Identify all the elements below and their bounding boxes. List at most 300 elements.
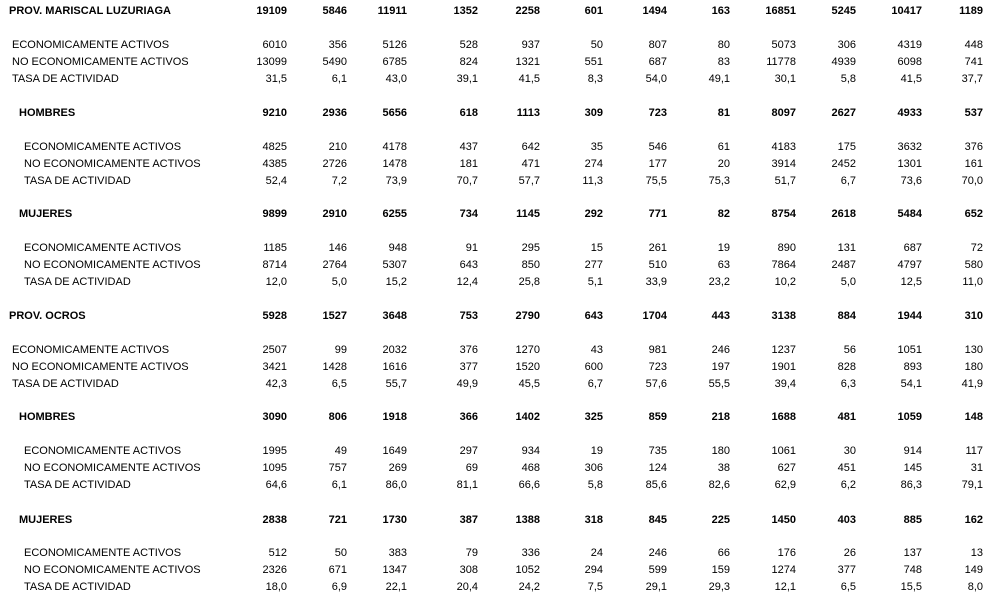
value-cell: 6,1	[331, 73, 347, 85]
row-label: PROV. MARISCAL LUZURIAGA	[9, 5, 171, 17]
value-cell: 383	[388, 547, 407, 559]
value-cell: 6,5	[840, 581, 856, 593]
value-cell: 63	[717, 259, 730, 271]
value-cell: 643	[584, 310, 603, 322]
value-cell: 8,0	[967, 581, 983, 593]
value-cell: 55,7	[385, 378, 407, 390]
value-cell: 5928	[262, 310, 287, 322]
value-cell: 146	[328, 242, 347, 254]
value-cell: 70,7	[456, 175, 478, 187]
value-cell: 2936	[322, 107, 347, 119]
value-cell: 512	[268, 547, 287, 559]
row-label: TASA DE ACTIVIDAD	[24, 276, 131, 288]
value-cell: 859	[648, 411, 667, 423]
value-cell: 197	[711, 361, 730, 373]
row-label: MUJERES	[19, 514, 73, 526]
value-cell: 225	[711, 514, 730, 526]
value-cell: 537	[964, 107, 983, 119]
value-cell: 7,2	[331, 175, 347, 187]
value-cell: 43	[590, 344, 603, 356]
value-cell: 6,7	[587, 378, 603, 390]
value-cell: 1095	[262, 462, 287, 474]
value-cell: 79	[465, 547, 478, 559]
value-cell: 297	[459, 445, 478, 457]
value-cell: 73,6	[900, 175, 922, 187]
data-row	[0, 563, 987, 577]
value-cell: 5484	[897, 208, 922, 220]
value-cell: 1730	[382, 514, 407, 526]
value-cell: 148	[964, 411, 983, 423]
row-label: TASA DE ACTIVIDAD	[24, 175, 131, 187]
value-cell: 2618	[831, 208, 856, 220]
value-cell: 2487	[831, 259, 856, 271]
value-cell: 274	[584, 158, 603, 170]
value-cell: 601	[584, 5, 603, 17]
value-cell: 4933	[897, 107, 922, 119]
data-row	[0, 444, 987, 458]
value-cell: 130	[964, 344, 983, 356]
value-cell: 2790	[515, 310, 540, 322]
value-cell: 54,1	[900, 378, 922, 390]
value-cell: 295	[521, 242, 540, 254]
value-cell: 4183	[771, 141, 796, 153]
value-cell: 6,5	[331, 378, 347, 390]
value-cell: 981	[648, 344, 667, 356]
value-cell: 310	[964, 310, 983, 322]
value-cell: 528	[459, 39, 478, 51]
data-row	[0, 55, 987, 69]
value-cell: 2838	[262, 514, 287, 526]
row-label: TASA DE ACTIVIDAD	[12, 378, 119, 390]
value-cell: 22,1	[385, 581, 407, 593]
value-cell: 19	[590, 445, 603, 457]
value-cell: 403	[837, 514, 856, 526]
value-cell: 3138	[771, 310, 796, 322]
value-cell: 1113	[516, 107, 540, 119]
value-cell: 437	[459, 141, 478, 153]
row-label: NO ECONOMICAMENTE ACTIVOS	[24, 259, 201, 271]
value-cell: 1189	[959, 5, 983, 17]
value-cell: 82,6	[708, 479, 730, 491]
value-cell: 8754	[771, 208, 796, 220]
value-cell: 4178	[382, 141, 407, 153]
data-row	[0, 377, 987, 391]
value-cell: 25,8	[518, 276, 540, 288]
value-cell: 1388	[515, 514, 540, 526]
value-cell: 11911	[377, 5, 407, 17]
value-cell: 1494	[642, 5, 667, 17]
value-cell: 1059	[897, 411, 922, 423]
data-row	[0, 580, 987, 594]
value-cell: 86,0	[385, 479, 407, 491]
value-cell: 377	[459, 361, 478, 373]
value-cell: 934	[521, 445, 540, 457]
value-cell: 1428	[322, 361, 347, 373]
value-cell: 387	[459, 514, 478, 526]
value-cell: 24,2	[518, 581, 540, 593]
value-cell: 448	[964, 39, 983, 51]
value-cell: 451	[837, 462, 856, 474]
value-cell: 1270	[515, 344, 540, 356]
value-cell: 41,9	[961, 378, 983, 390]
data-row	[0, 174, 987, 188]
data-row	[0, 275, 987, 289]
value-cell: 1704	[642, 310, 667, 322]
value-cell: 79,1	[961, 479, 983, 491]
value-cell: 55,5	[708, 378, 730, 390]
value-cell: 1052	[515, 564, 540, 576]
value-cell: 893	[903, 361, 922, 373]
row-label: HOMBRES	[19, 411, 76, 423]
value-cell: 43,0	[385, 73, 407, 85]
value-cell: 1145	[516, 208, 540, 220]
value-cell: 66,6	[518, 479, 540, 491]
value-cell: 2764	[322, 259, 347, 271]
value-cell: 277	[584, 259, 603, 271]
value-cell: 162	[964, 514, 983, 526]
value-cell: 481	[837, 411, 856, 423]
value-cell: 3090	[262, 411, 287, 423]
row-label: TASA DE ACTIVIDAD	[24, 581, 131, 593]
value-cell: 8714	[262, 259, 287, 271]
value-cell: 82	[717, 208, 730, 220]
value-cell: 937	[521, 39, 540, 51]
value-cell: 246	[648, 547, 667, 559]
value-cell: 99	[334, 344, 347, 356]
value-cell: 828	[837, 361, 856, 373]
row-label: NO ECONOMICAMENTE ACTIVOS	[24, 564, 201, 576]
data-row	[0, 360, 987, 374]
value-cell: 30,1	[774, 73, 796, 85]
value-cell: 49,1	[708, 73, 730, 85]
value-cell: 510	[648, 259, 667, 271]
value-cell: 599	[648, 564, 667, 576]
value-cell: 64,6	[265, 479, 287, 491]
value-cell: 145	[903, 462, 922, 474]
value-cell: 10,2	[774, 276, 796, 288]
value-cell: 885	[903, 514, 922, 526]
value-cell: 19	[717, 242, 730, 254]
value-cell: 23,2	[708, 276, 730, 288]
value-cell: 26	[843, 547, 856, 559]
value-cell: 471	[521, 158, 540, 170]
row-label: TASA DE ACTIVIDAD	[24, 479, 131, 491]
value-cell: 5,1	[587, 276, 603, 288]
value-cell: 741	[964, 56, 983, 68]
value-cell: 850	[521, 259, 540, 271]
value-cell: 75,3	[708, 175, 730, 187]
value-cell: 1520	[515, 361, 540, 373]
province-row	[0, 309, 987, 323]
value-cell: 13	[970, 547, 983, 559]
value-cell: 723	[648, 361, 667, 373]
value-cell: 2032	[382, 344, 407, 356]
row-label: TASA DE ACTIVIDAD	[12, 73, 119, 85]
value-cell: 159	[711, 564, 730, 576]
value-cell: 161	[964, 158, 983, 170]
value-cell: 11,0	[962, 276, 983, 288]
value-cell: 218	[711, 411, 730, 423]
value-cell: 753	[459, 310, 478, 322]
value-cell: 3914	[771, 158, 796, 170]
value-cell: 652	[964, 208, 983, 220]
value-cell: 149	[964, 564, 983, 576]
value-cell: 57,6	[645, 378, 667, 390]
value-cell: 175	[837, 141, 856, 153]
value-cell: 50	[334, 547, 347, 559]
value-cell: 824	[459, 56, 478, 68]
value-cell: 39,1	[456, 73, 478, 85]
value-cell: 468	[521, 462, 540, 474]
value-cell: 81	[717, 107, 730, 119]
value-cell: 2326	[262, 564, 287, 576]
value-cell: 176	[777, 547, 796, 559]
value-cell: 4939	[831, 56, 856, 68]
value-cell: 890	[777, 242, 796, 254]
value-cell: 806	[328, 411, 347, 423]
value-cell: 318	[584, 514, 603, 526]
value-cell: 20	[717, 158, 730, 170]
value-cell: 20,4	[456, 581, 478, 593]
value-cell: 3632	[897, 141, 922, 153]
value-cell: 1301	[897, 158, 922, 170]
value-cell: 308	[459, 564, 478, 576]
value-cell: 687	[903, 242, 922, 254]
value-cell: 642	[521, 141, 540, 153]
value-cell: 11,3	[582, 175, 603, 187]
value-cell: 181	[459, 158, 478, 170]
value-cell: 5307	[382, 259, 407, 271]
value-cell: 1944	[897, 310, 922, 322]
value-cell: 15,2	[385, 276, 407, 288]
value-cell: 12,5	[900, 276, 922, 288]
value-cell: 51,7	[774, 175, 796, 187]
value-cell: 376	[459, 344, 478, 356]
value-cell: 261	[648, 242, 667, 254]
value-cell: 443	[711, 310, 730, 322]
value-cell: 618	[459, 107, 478, 119]
data-row	[0, 38, 987, 52]
value-cell: 551	[584, 56, 603, 68]
value-cell: 4825	[262, 141, 287, 153]
value-cell: 1274	[771, 564, 796, 576]
value-cell: 757	[328, 462, 347, 474]
value-cell: 1051	[897, 344, 922, 356]
value-cell: 30	[843, 445, 856, 457]
value-cell: 1237	[771, 344, 796, 356]
value-cell: 5245	[831, 5, 856, 17]
value-cell: 4797	[897, 259, 922, 271]
value-cell: 6785	[382, 56, 407, 68]
value-cell: 9899	[262, 208, 287, 220]
value-cell: 1352	[453, 5, 478, 17]
value-cell: 180	[711, 445, 730, 457]
row-label: HOMBRES	[19, 107, 76, 119]
value-cell: 6,7	[840, 175, 856, 187]
value-cell: 5490	[322, 56, 347, 68]
value-cell: 671	[328, 564, 347, 576]
value-cell: 18,0	[265, 581, 287, 593]
row-label: ECONOMICAMENTE ACTIVOS	[24, 242, 182, 254]
data-row	[0, 478, 987, 492]
row-label: ECONOMICAMENTE ACTIVOS	[24, 547, 182, 559]
group-row	[0, 410, 987, 424]
value-cell: 29,1	[645, 581, 667, 593]
row-label: NO ECONOMICAMENTE ACTIVOS	[24, 462, 201, 474]
value-cell: 5656	[382, 107, 407, 119]
value-cell: 1347	[382, 564, 407, 576]
value-cell: 61	[717, 141, 730, 153]
value-cell: 180	[964, 361, 983, 373]
value-cell: 5,8	[587, 479, 603, 491]
value-cell: 5,8	[840, 73, 856, 85]
value-cell: 210	[328, 141, 347, 153]
value-cell: 1688	[771, 411, 796, 423]
value-cell: 687	[648, 56, 667, 68]
value-cell: 131	[837, 242, 856, 254]
value-cell: 39,4	[774, 378, 796, 390]
value-cell: 627	[777, 462, 796, 474]
value-cell: 643	[459, 259, 478, 271]
value-cell: 3421	[262, 361, 287, 373]
value-cell: 306	[584, 462, 603, 474]
value-cell: 5846	[322, 5, 347, 17]
value-cell: 163	[711, 5, 730, 17]
row-label: ECONOMICAMENTE ACTIVOS	[12, 344, 170, 356]
value-cell: 16851	[765, 5, 796, 17]
value-cell: 1649	[382, 445, 407, 457]
value-cell: 1616	[382, 361, 407, 373]
value-cell: 56	[843, 344, 856, 356]
value-cell: 15	[590, 242, 603, 254]
value-cell: 845	[648, 514, 667, 526]
value-cell: 884	[837, 310, 856, 322]
value-cell: 73,9	[385, 175, 407, 187]
group-row	[0, 207, 987, 221]
value-cell: 723	[648, 107, 667, 119]
value-cell: 771	[648, 208, 667, 220]
value-cell: 735	[648, 445, 667, 457]
value-cell: 12,0	[265, 276, 287, 288]
value-cell: 269	[388, 462, 407, 474]
value-cell: 31	[970, 462, 983, 474]
value-cell: 7864	[771, 259, 796, 271]
data-row	[0, 241, 987, 255]
value-cell: 29,3	[708, 581, 730, 593]
value-cell: 325	[584, 411, 603, 423]
value-cell: 57,7	[518, 175, 540, 187]
value-cell: 309	[584, 107, 603, 119]
value-cell: 137	[903, 547, 922, 559]
value-cell: 6,9	[331, 581, 347, 593]
row-label: PROV. OCROS	[9, 310, 86, 322]
value-cell: 336	[521, 547, 540, 559]
value-cell: 11778	[766, 56, 796, 68]
value-cell: 69	[465, 462, 478, 474]
value-cell: 5,0	[840, 276, 856, 288]
row-label: NO ECONOMICAMENTE ACTIVOS	[24, 158, 201, 170]
value-cell: 70,0	[961, 175, 983, 187]
value-cell: 10417	[891, 5, 922, 17]
value-cell: 2627	[831, 107, 856, 119]
value-cell: 1450	[771, 514, 796, 526]
value-cell: 948	[388, 242, 407, 254]
value-cell: 83	[717, 56, 730, 68]
value-cell: 1402	[515, 411, 540, 423]
value-cell: 6098	[897, 56, 922, 68]
value-cell: 3648	[382, 310, 407, 322]
value-cell: 292	[584, 208, 603, 220]
value-cell: 2258	[515, 5, 540, 17]
value-cell: 5,0	[331, 276, 347, 288]
value-cell: 50	[590, 39, 603, 51]
value-cell: 306	[837, 39, 856, 51]
value-cell: 31,5	[265, 73, 287, 85]
value-cell: 24	[590, 547, 603, 559]
value-cell: 6255	[382, 208, 407, 220]
data-row	[0, 546, 987, 560]
value-cell: 75,5	[645, 175, 667, 187]
row-label: ECONOMICAMENTE ACTIVOS	[12, 39, 170, 51]
value-cell: 1321	[515, 56, 540, 68]
value-cell: 1527	[322, 310, 347, 322]
value-cell: 734	[459, 208, 478, 220]
value-cell: 9210	[262, 107, 287, 119]
value-cell: 1478	[382, 158, 407, 170]
value-cell: 377	[837, 564, 856, 576]
value-cell: 376	[964, 141, 983, 153]
value-cell: 2910	[322, 208, 347, 220]
value-cell: 294	[584, 564, 603, 576]
value-cell: 54,0	[645, 73, 667, 85]
value-cell: 2507	[262, 344, 287, 356]
data-row	[0, 258, 987, 272]
value-cell: 2452	[831, 158, 856, 170]
value-cell: 38	[717, 462, 730, 474]
value-cell: 37,7	[961, 73, 983, 85]
value-cell: 41,5	[900, 73, 922, 85]
value-cell: 86,3	[900, 479, 922, 491]
value-cell: 721	[328, 514, 347, 526]
value-cell: 1061	[771, 445, 796, 457]
value-cell: 914	[903, 445, 922, 457]
data-row	[0, 343, 987, 357]
value-cell: 6,3	[840, 378, 856, 390]
value-cell: 6,1	[331, 479, 347, 491]
value-cell: 366	[459, 411, 478, 423]
value-cell: 177	[648, 158, 667, 170]
value-cell: 807	[648, 39, 667, 51]
value-cell: 15,5	[900, 581, 922, 593]
value-cell: 580	[964, 259, 983, 271]
value-cell: 12,1	[774, 581, 796, 593]
row-label: ECONOMICAMENTE ACTIVOS	[24, 445, 182, 457]
value-cell: 246	[711, 344, 730, 356]
row-label: NO ECONOMICAMENTE ACTIVOS	[12, 361, 189, 373]
value-cell: 546	[648, 141, 667, 153]
value-cell: 2726	[322, 158, 347, 170]
value-cell: 72	[970, 242, 983, 254]
value-cell: 81,1	[456, 479, 478, 491]
value-cell: 13099	[256, 56, 287, 68]
row-label: ECONOMICAMENTE ACTIVOS	[24, 141, 182, 153]
value-cell: 124	[648, 462, 667, 474]
value-cell: 356	[328, 39, 347, 51]
row-label: MUJERES	[19, 208, 73, 220]
value-cell: 33,9	[645, 276, 667, 288]
value-cell: 7,5	[587, 581, 603, 593]
data-row	[0, 140, 987, 154]
